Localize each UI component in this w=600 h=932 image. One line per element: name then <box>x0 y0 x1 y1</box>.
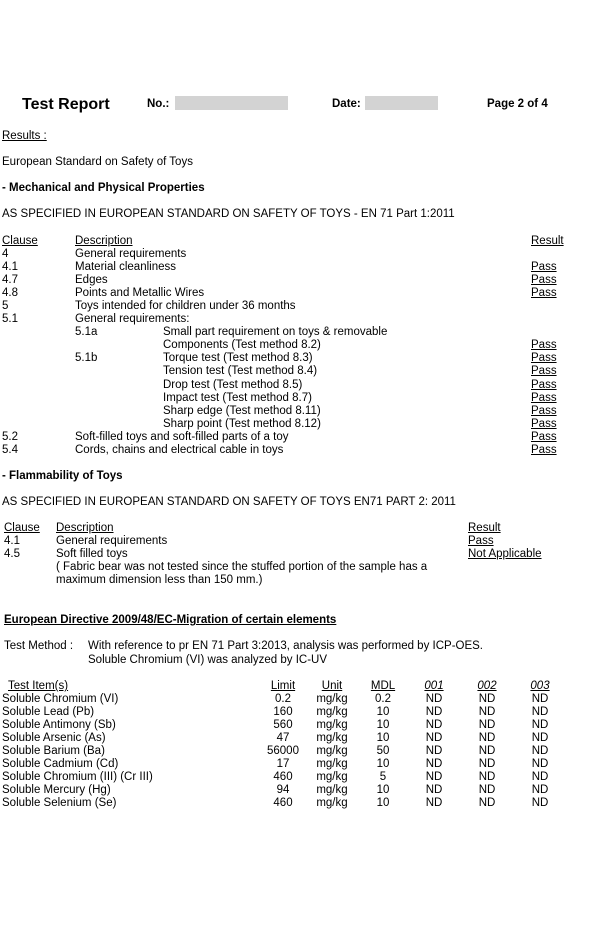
directive-row-s1: ND <box>425 719 443 731</box>
mech-row-result: Pass <box>531 365 557 378</box>
mech-row-description: Sharp edge (Test method 8.11) <box>163 404 321 417</box>
directive-row-s1: ND <box>425 797 443 809</box>
directive-row-s3: ND <box>531 732 549 744</box>
directive-row-s3: ND <box>531 771 549 783</box>
mech-col-clause: Clause <box>2 235 38 247</box>
mech-row-clause: 5.4 <box>2 443 18 456</box>
directive-row-limit: 56000 <box>267 745 299 757</box>
flam-row-clause: 4.1 <box>4 535 20 547</box>
mech-row-result: Pass <box>531 261 557 274</box>
directive-row-limit: 160 <box>273 706 293 718</box>
mech-row-subclause: 5.1b <box>75 352 98 365</box>
mech-row-subclause: 5.1a <box>75 326 98 339</box>
mech-row-description: Edges <box>75 274 108 287</box>
directive-row-item: Soluble Selenium (Se) <box>2 797 117 809</box>
directive-row-s3: ND <box>531 797 549 809</box>
directive-col-unit: Unit <box>321 680 343 692</box>
mech-row-result: Pass <box>531 339 557 352</box>
directive-row-s3: ND <box>531 693 549 705</box>
mech-row-description: Cords, chains and electrical cable in toys <box>75 443 284 456</box>
directive-row-item: Soluble Chromium (III) (Cr III) <box>2 771 153 783</box>
directive-row-s2: ND <box>478 732 496 744</box>
flam-row-description: Soft filled toys <box>56 548 128 560</box>
mech-row-description: Sharp point (Test method 8.12) <box>163 417 321 430</box>
mech-row-description: General requirements <box>75 248 187 260</box>
mech-row-clause: 4.1 <box>2 261 18 274</box>
directive-row-s1: ND <box>425 758 443 770</box>
mech-row-clause: 5.1 <box>2 313 18 326</box>
mech-col-result: Result <box>531 235 564 247</box>
directive-col-limit: Limit <box>270 680 296 692</box>
directive-row-mdl: 10 <box>376 758 390 770</box>
flam-note-line1: ( Fabric bear was not tested since the stuffed portion of the sample has a <box>56 561 428 573</box>
directive-row-s2: ND <box>478 797 496 809</box>
directive-row-item: Soluble Mercury (Hg) <box>2 784 111 796</box>
mech-row-clause: 5.2 <box>2 430 18 443</box>
directive-row-unit: mg/kg <box>316 732 348 744</box>
directive-row-limit: 0.2 <box>275 693 291 705</box>
directive-row-s1: ND <box>425 771 443 783</box>
directive-row-mdl: 10 <box>376 719 390 731</box>
mech-row-description: Impact test (Test method 8.7) <box>163 391 312 404</box>
mech-row-result: Pass <box>531 417 557 430</box>
mech-row-result: Pass <box>531 378 557 391</box>
mech-row-clause: 4.7 <box>2 274 18 287</box>
flam-heading: - Flammability of Toys <box>2 470 123 482</box>
flam-note-line2: maximum dimension less than 150 mm.) <box>56 574 263 586</box>
redacted-date <box>365 96 438 110</box>
directive-row-unit: mg/kg <box>316 719 348 731</box>
directive-col-s1: 001 <box>424 680 444 692</box>
directive-row-s2: ND <box>478 719 496 731</box>
mech-row-clause: 5 <box>2 300 9 313</box>
directive-row-mdl: 10 <box>376 732 390 744</box>
directive-row-s2: ND <box>478 745 496 757</box>
results-label: Results : <box>2 130 47 142</box>
flam-spec: AS SPECIFIED IN EUROPEAN STANDARD ON SAFETY OF TOYS EN71 PART 2: 2011 <box>2 496 456 508</box>
mech-row-description: Toys intended for children under 36 months <box>75 300 296 313</box>
directive-heading: European Directive 2009/48/EC-Migration of certain elements <box>4 614 337 626</box>
directive-row-s3: ND <box>531 745 549 757</box>
report-no-label: No.: <box>147 98 170 110</box>
directive-row-limit: 460 <box>273 771 293 783</box>
mech-row-description: Points and Metallic Wires <box>75 287 205 300</box>
directive-col-s2: 002 <box>477 680 497 692</box>
flam-row-result: Not Applicable <box>468 548 542 560</box>
flam-col-desc: Description <box>56 522 114 534</box>
directive-row-item: Soluble Antimony (Sb) <box>2 719 116 731</box>
directive-row-item: Soluble Arsenic (As) <box>2 732 106 744</box>
mech-heading: - Mechanical and Physical Properties <box>2 182 205 194</box>
directive-row-s3: ND <box>531 784 549 796</box>
flam-row-result: Pass <box>468 535 494 547</box>
directive-row-s3: ND <box>531 758 549 770</box>
directive-row-item: Soluble Barium (Ba) <box>2 745 105 757</box>
directive-row-item: Soluble Cadmium (Cd) <box>2 758 119 770</box>
page-number: Page 2 of 4 <box>487 98 548 110</box>
mech-row-result: Pass <box>531 352 557 365</box>
directive-row-s1: ND <box>425 706 443 718</box>
directive-row-s2: ND <box>478 693 496 705</box>
directive-row-mdl: 5 <box>379 771 387 783</box>
directive-row-mdl: 10 <box>376 797 390 809</box>
directive-row-s1: ND <box>425 784 443 796</box>
mech-row-result: Pass <box>531 404 557 417</box>
report-title: Test Report <box>22 96 110 113</box>
directive-row-s1: ND <box>425 732 443 744</box>
directive-row-limit: 94 <box>276 784 290 796</box>
directive-row-s1: ND <box>425 693 443 705</box>
directive-row-unit: mg/kg <box>316 745 348 757</box>
test-method-line2: Soluble Chromium (VI) was analyzed by IC-UV <box>88 654 328 666</box>
directive-row-mdl: 10 <box>376 784 390 796</box>
directive-row-mdl: 50 <box>376 745 390 757</box>
directive-row-unit: mg/kg <box>316 706 348 718</box>
flam-row-clause: 4.5 <box>4 548 20 560</box>
directive-row-limit: 460 <box>273 797 293 809</box>
directive-row-mdl: 10 <box>376 706 390 718</box>
mech-row-description: General requirements: <box>75 313 190 326</box>
directive-row-unit: mg/kg <box>316 771 348 783</box>
directive-col-item: Test Item(s) <box>8 680 69 692</box>
directive-row-limit: 17 <box>276 758 290 770</box>
flam-col-clause: Clause <box>4 522 40 534</box>
directive-row-s3: ND <box>531 706 549 718</box>
mech-row-result: Pass <box>531 391 557 404</box>
redacted-report-no <box>175 96 288 110</box>
directive-row-s2: ND <box>478 706 496 718</box>
section-subtitle: European Standard on Safety of Toys <box>2 156 193 168</box>
mech-row-clause: 4.8 <box>2 287 18 300</box>
mech-row-description: Drop test (Test method 8.5) <box>163 378 303 391</box>
directive-row-s1: ND <box>425 745 443 757</box>
mech-row-result: Pass <box>531 430 557 443</box>
flam-col-result: Result <box>468 522 501 534</box>
directive-row-unit: mg/kg <box>316 797 348 809</box>
mech-row-description: Material cleanliness <box>75 261 176 274</box>
directive-row-limit: 560 <box>273 719 293 731</box>
directive-row-unit: mg/kg <box>316 758 348 770</box>
directive-row-s2: ND <box>478 784 496 796</box>
directive-row-item: Soluble Lead (Pb) <box>2 706 95 718</box>
directive-row-s3: ND <box>531 719 549 731</box>
mech-row-result: Pass <box>531 287 557 300</box>
mech-row-clause: 4 <box>2 248 9 260</box>
mech-row-description: Soft-filled toys and soft-filled parts of a toy <box>75 430 289 443</box>
directive-row-s2: ND <box>478 758 496 770</box>
directive-row-mdl: 0.2 <box>375 693 391 705</box>
test-method-line1: With reference to pr EN 71 Part 3:2013, analysis was performed by ICP-OES. <box>88 640 484 652</box>
directive-row-limit: 47 <box>276 732 290 744</box>
date-label: Date: <box>332 98 361 110</box>
mech-col-desc: Description <box>75 235 133 247</box>
directive-row-unit: mg/kg <box>316 784 348 796</box>
mech-row-result: Pass <box>531 443 557 456</box>
directive-row-unit: mg/kg <box>316 693 348 705</box>
mech-row-description: Components (Test method 8.2) <box>163 339 321 352</box>
mech-row-description: Torque test (Test method 8.3) <box>163 352 313 365</box>
directive-col-s3: 003 <box>530 680 550 692</box>
flam-row-description: General requirements <box>56 535 168 547</box>
mech-row-result: Pass <box>531 274 557 287</box>
directive-row-item: Soluble Chromium (VI) <box>2 693 119 705</box>
directive-col-mdl: MDL <box>370 680 396 692</box>
test-method-label: Test Method : <box>4 640 74 652</box>
mech-spec: AS SPECIFIED IN EUROPEAN STANDARD ON SAFETY OF TOYS - EN 71 Part 1:2011 <box>2 208 455 220</box>
directive-row-s2: ND <box>478 771 496 783</box>
mech-row-description: Small part requirement on toys & removable <box>163 326 388 339</box>
mech-row-description: Tension test (Test method 8.4) <box>163 365 318 378</box>
